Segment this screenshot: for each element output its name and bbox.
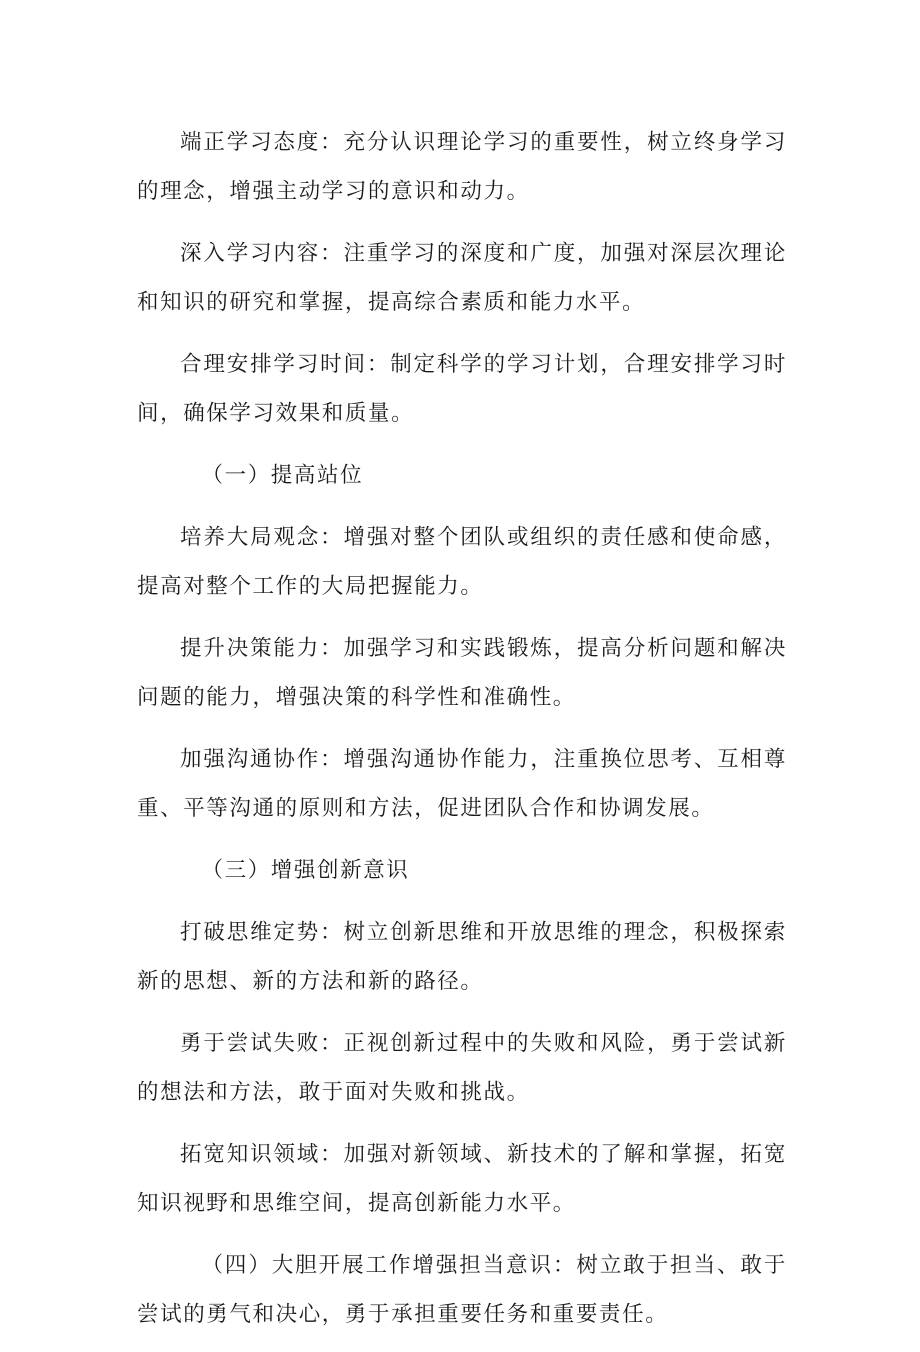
section-heading-3: （三）增强创新意识 bbox=[201, 858, 410, 883]
section-heading-1: （一）提高站位 bbox=[201, 463, 364, 488]
paragraph-decision-making: 提升决策能力：加强学习和实践锻炼，提高分析问题和解决问题的能力，增强决策的科学性和准确性。 bbox=[137, 636, 787, 710]
document-body bbox=[137, 118, 787, 1352]
paragraph-study-attitude: 端正学习态度：充分认识理论学习的重要性，树立终身学习的理念，增强主动学习的意识和动力。 bbox=[137, 130, 787, 204]
paragraph-broaden-knowledge: 拓宽知识领域：加强对新领域、新技术的了解和掌握，拓宽知识视野和思维空间，提高创新能力水平。 bbox=[137, 1142, 787, 1216]
section-heading-4: （四）大胆开展工作增强担当意识：树立敢于担当、敢于尝试的勇气和决心，勇于承担重要任务和重要责任。 bbox=[137, 1253, 787, 1327]
paragraph-try-failure: 勇于尝试失败：正视创新过程中的失败和风险，勇于尝试新的想法和方法，敢于面对失败和挑战。 bbox=[137, 1031, 787, 1105]
paragraph-study-content: 深入学习内容：注重学习的深度和广度，加强对深层次理论和知识的研究和掌握，提高综合素质和能力水平。 bbox=[137, 241, 787, 315]
paragraph-communication: 加强沟通协作：增强沟通协作能力，注重换位思考、互相尊重、平等沟通的原则和方法，促进团队合作和协调发展。 bbox=[137, 747, 787, 821]
paragraph-break-mindset: 打破思维定势：树立创新思维和开放思维的理念，积极探索新的思想、新的方法和新的路径。 bbox=[137, 920, 787, 994]
paragraph-study-time: 合理安排学习时间：制定科学的学习计划，合理安排学习时间，确保学习效果和质量。 bbox=[137, 352, 787, 426]
paragraph-big-picture: 培养大局观念：增强对整个团队或组织的责任感和使命感，提高对整个工作的大局把握能力。 bbox=[137, 525, 787, 599]
